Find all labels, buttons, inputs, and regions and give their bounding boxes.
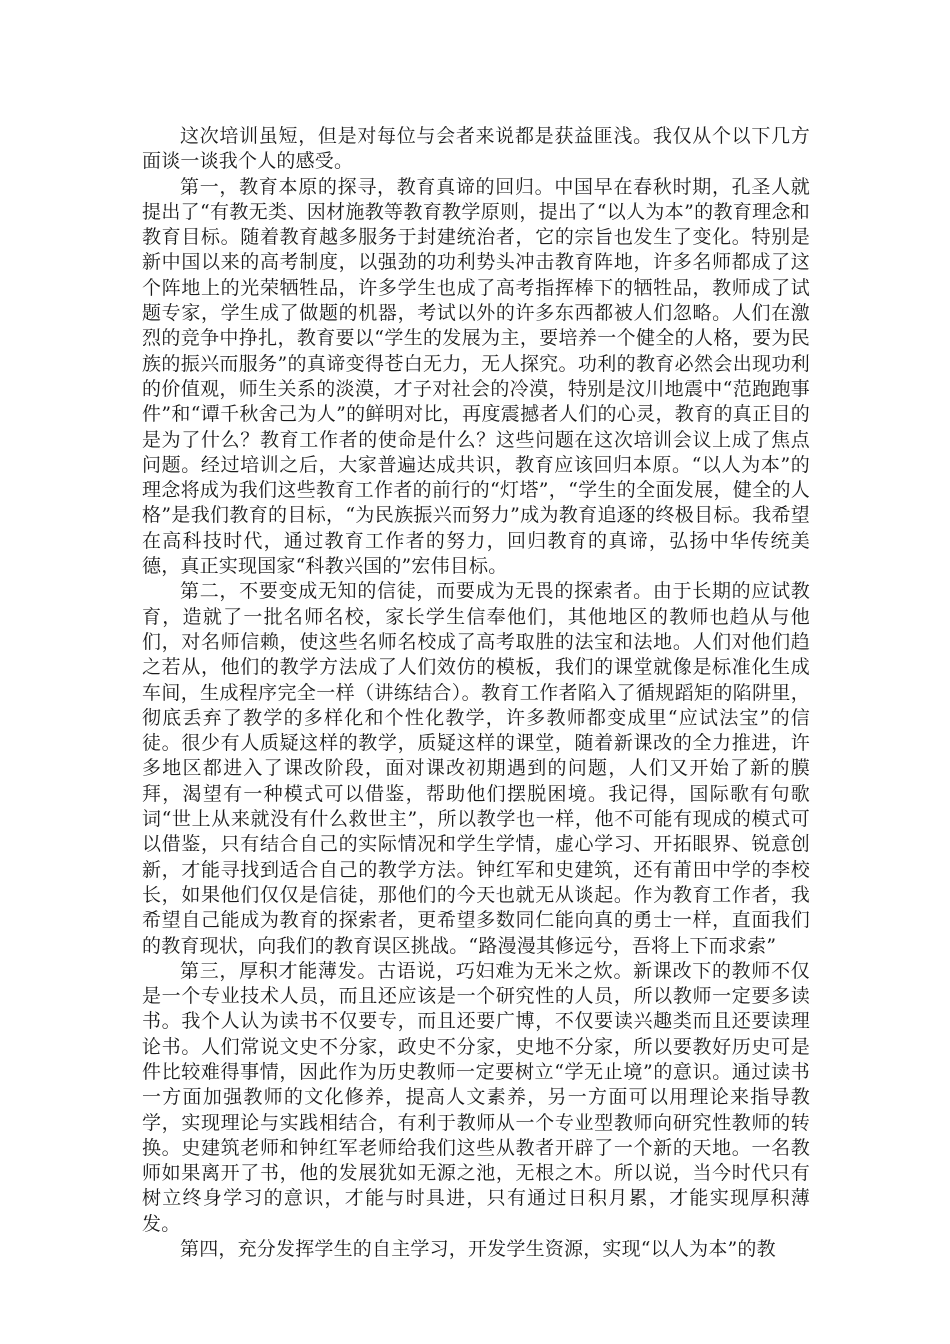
document-body (142, 124, 810, 1262)
paragraph-first-point: 第一，教育本原的探寻，教育真谛的回归。中国早在春秋时期，孔圣人就提出了“有教无类、因材施教等教育教学原则，提出了“以人为本”的教育理念和教育目标。随着教育越多服务于封建统治者，它的宗旨也发生了变化。特别是新中国以来的高考制度，以强劲的功利势头冲击教育阵地，许多名师都成了这个阵地上的光荣牺牲品，许多学生也成了高考指挥棒下的牺牲品，教师成了试题专家，学生成了做题的机器，考试以外的许多东西都被人们忽略。人们在激烈的竞争中挣扎，教育要以“学生的发展为主，要培养一个健全的人格，要为民族的振兴而服务”的真谛变得苍白无力，无人探究。功利的教育必然会出现功利的价值观，师生关系的淡漠，才子对社会的冷漠，特别是汶川地震中“范跑跑事件”和“谭千秋舍己为人”的鲜明对比，再度震撼者人们的心灵，教育的真正目的是为了什么？教育工作者的使命是什么？这些问题在这次培训会议上成了焦点问题。经过培训之后，大家普遍达成共识，教育应该回归本原。“以人为本”的理念将成为我们这些教育工作者的前行的“灯塔”，“学生的全面发展，健全的人格”是我们教育的目标，“为民族振兴而努力”成为教育追逐的终极目标。我希望在高科技时代，通过教育工作者的努力，回归教育的真谛，弘扬中华传统美德，真正实现国家“科教兴国的”宏伟目标。 (142, 175, 810, 578)
paragraph-intro: 这次培训虽短，但是对每位与会者来说都是获益匪浅。我仅从个以下几方面谈一谈我个人的感受。 (142, 125, 810, 173)
paragraph-fourth-point: 第四，充分发挥学生的自主学习，开发学生资源，实现“以人为本”的教 (180, 1238, 776, 1261)
paragraph-second-point: 第二，不要变成无知的信徒，而要成为无畏的探索者。由于长期的应试教育，造就了一批名师名校，家长学生信奉他们，其他地区的教师也趋从与他们，对名师信赖，使这些名师名校成了高考取胜的法宝和法地。人们对他们趋之若从，他们的教学方法成了人们效仿的模板，我们的课堂就像是标准化生成车间，生成程序完全一样（讲练结合）。教育工作者陷入了循规蹈矩的陷阱里，彻底丢弃了教学的多样化和个性化教学，许多教师都变成里“应试法宝”的信徒。很少有人质疑这样的教学，质疑这样的课堂，随着新课改的全力推进，许多地区都进入了课改阶段，面对课改初期遇到的问题，人们又开始了新的膜拜，渴望有一种模式可以借鉴，帮助他们摆脱困境。我记得，国际歌有句歌词“世上从来就没有什么救世主”，所以教学也一样，他不可能有现成的模式可以借鉴，只有结合自己的实际情况和学生学情，虚心学习、开拓眼界、锐意创新，才能寻找到适合自己的教学方法。钟红军和史建筑，还有莆田中学的李校长，如果他们仅仅是信徒，那他们的今天也就无从谈起。作为教育工作者，我希望自己能成为教育的探索者，更希望多数同仁能向真的勇士一样，直面我们的教育现状，向我们的教育误区挑战。“路漫漫其修远兮，吾将上下而求索” (142, 580, 810, 957)
paragraph-third-point: 第三，厚积才能薄发。古语说，巧妇难为无米之炊。新课改下的教师不仅是一个专业技术人员，而且还应该是一个研究性的人员，所以教师一定要多读书。我个人认为读书不仅要专，而且还要广博，不仅要读兴趣类而且还要读理论书。人们常说文史不分家，政史不分家，史地不分家，所以要教好历史可是件比较难得事情，因此作为历史教师一定要树立“学无止境”的意识。通过读书一方面加强教师的文化修养，提高人文素养，另一方面可以用理论来指导教学，实现理论与实践相结合，有利于教师从一个专业型教师向研究性教师的转换。史建筑老师和钟红军老师给我们这些从教者开辟了一个新的天地。一名教师如果离开了书，他的发展犹如无源之池，无根之木。所以说，当今时代只有树立终身学习的意识，才能与时具进，只有通过日积月累，才能实现厚积薄发。 (142, 959, 810, 1235)
